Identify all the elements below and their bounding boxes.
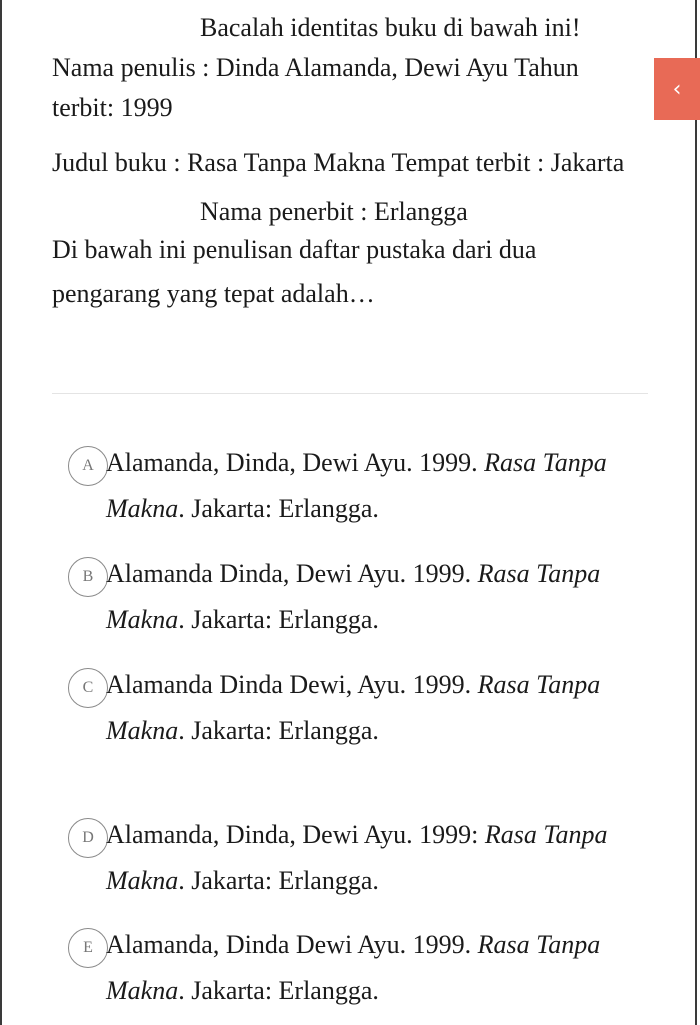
option-prefix: Alamanda, Dinda, Dewi Ayu. 1999. — [106, 448, 485, 477]
option-letter: D — [68, 818, 108, 858]
option-text — [106, 922, 666, 1014]
option-suffix: . Jakarta: Erlangga. — [178, 976, 379, 1005]
option-suffix: . Jakarta: Erlangga. — [178, 716, 379, 745]
option-title: Rasa Tanpa — [484, 448, 607, 477]
option-prefix: Alamanda, Dinda Dewi Ayu. 1999. — [106, 930, 478, 959]
option-title: Makna — [106, 716, 179, 745]
right-border — [695, 0, 697, 1025]
back-button[interactable] — [654, 58, 700, 120]
question-line: Nama penerbit : Erlangga — [200, 197, 468, 226]
option-prefix: Alamanda, Dinda, Dewi Ayu. 1999: — [106, 820, 485, 849]
option-title: Rasa Tanpa — [477, 930, 601, 959]
option-title: Rasa Tanpa — [477, 670, 601, 699]
option-prefix: Alamanda Dinda Dewi, Ayu. 1999. — [106, 670, 478, 699]
option-text — [106, 551, 666, 643]
option-text — [106, 662, 666, 754]
option-title: Makna — [106, 494, 179, 523]
option-title: Makna — [106, 866, 179, 895]
option-suffix: . Jakarta: Erlangga. — [178, 866, 379, 895]
question-line: pengarang yang tepat adalah… — [52, 279, 375, 308]
option-title: Rasa Tanpa — [477, 559, 601, 588]
option-suffix: . Jakarta: Erlangga. — [178, 605, 379, 634]
chevron-left-icon: ‹ — [672, 76, 682, 102]
option-title: Rasa Tanpa — [484, 820, 608, 849]
question-line: terbit: 1999 — [52, 93, 173, 122]
question-line: Di bawah ini penulisan daftar pustaka dari dua — [52, 235, 537, 264]
option-letter: B — [68, 557, 108, 597]
option-prefix: Alamanda Dinda, Dewi Ayu. 1999. — [106, 559, 478, 588]
option-text — [106, 440, 666, 532]
question-line: Nama penulis : Dinda Alamanda, Dewi Ayu Tahun — [52, 53, 579, 82]
option-text — [106, 812, 666, 904]
option-title: Makna — [106, 605, 179, 634]
divider — [52, 393, 648, 394]
option-letter: A — [68, 446, 108, 486]
option-letter: C — [68, 668, 108, 708]
question-line: Judul buku : Rasa Tanpa Makna Tempat terbit : Jakarta — [52, 148, 625, 177]
option-title: Makna — [106, 976, 179, 1005]
question-instruction: Bacalah identitas buku di bawah ini! — [200, 13, 581, 42]
option-suffix: . Jakarta: Erlangga. — [178, 494, 379, 523]
left-border — [0, 0, 2, 1025]
option-letter: E — [68, 928, 108, 968]
